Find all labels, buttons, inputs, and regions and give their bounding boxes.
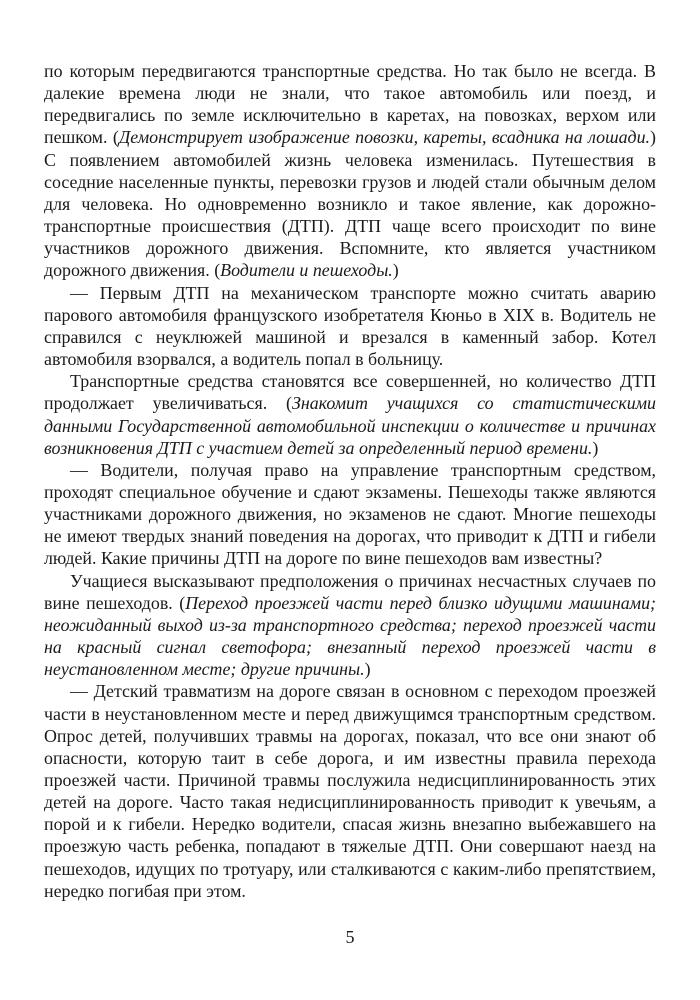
paragraph: Транспортные средства становятся все совершенней, но количество ДТП продолжает увеличиваться. (Знакомит учащихся со статистическими данными Государственной автомобильной инспекции о количестве и причинах возникновения ДТП с участием детей за определенный период времени.) [44,371,657,458]
page-number: 5 [345,927,355,947]
italic-remark: Демонстрирует изображение повозки, кареты, всадника на лошади. [118,127,651,148]
paragraph: — Первым ДТП на механическом транспорте можно считать аварию парового автомобиля французского изобретателя Кюньо в XIX в. Водитель не справился с неуклюжей машиной и врезался в каменный забор. Котел автомобиля взорвался, а водитель попал в больницу. [44,282,656,370]
paragraph: — Водители, получая право на управление транспортным средством, проходят специальное обучение и сдают экзамены. Пешеходы также являются участниками дорожного движения, но экзаменов не сдают. Многие пешеходы не имеют твердых знаний поведения на дорогах, что приводит к ДТП и гибели людей. Какие причины ДТП на дороге по вине пешеходов вам известны? [44,459,656,569]
italic-remark: Переход проезжей части перед близко идущими машинами; неожиданный выход из-за транспортного средства; переход проезжей части на красный сигнал светофора; внезапный переход проезжей части в неустановленном месте; другие причины. [44,592,656,680]
paragraph: Учащиеся высказывают предположения о причинах несчастных случаев по вине пешеходов. (Переход проезжей части перед близко идущими машинами; неожиданный выход из-за транспортного средства; переход проезжей части на красный сигнал светофора; внезапный переход проезжей части в неустановленном месте; другие причины.) [44,570,656,680]
italic-remark: Водители и пешеходы. [220,260,393,281]
paragraph: — Детский травматизм на дороге связан в основном с переходом проезжей части в неустановленном месте и перед движущимся транспортным средством. Опрос детей, получивших травмы на дорогах, показал, что все они знают об опасности, которую таит в себе дорога, и им известны правила перехода проезжей части. Причиной травмы послужила недисциплинированность этих детей на дороге. Часто такая недисциплинированность приводит к увечьям, а порой и к гибели. Нередко водители, спасая жизнь внезапно выбежавшего на проезжую часть ребенка, попадают в тяжелые ДТП. Они совершают наезд на пешеходов, идущих по тротуару, или сталкиваются с каким-либо препятствием, нередко погибая при этом. [44,681,656,901]
italic-remark: Знакомит учащихся со статистическими данными Государственной автомобильной инспекции о количестве и причинах возникновения ДТП с участием детей за определенный период времени. [44,393,657,458]
paragraph: по которым передвигаются транспортные средства. Но так было не всегда. В далекие времена люди не знали, что такое автомобиль или поезд, и передвигались по земле исключительно в каретах, на повозках, верхом или пешком. (Демонстрирует изображение повозки, кареты, всадника на лошади.) С появлением автомобилей жизнь человека изменилась. Путешествия в соседние населенные пункты, перевозки грузов и людей стали обычным делом для человека. Но одновременно возникло и такое явление, как дорожно-транспортные происшествия (ДТП). ДТП чаще всего происходит по вине участников дорожного движения. Вспомните, кто является участником дорожного движения. (Водители и пешеходы.) [44,61,656,281]
page-body [44,60,656,902]
